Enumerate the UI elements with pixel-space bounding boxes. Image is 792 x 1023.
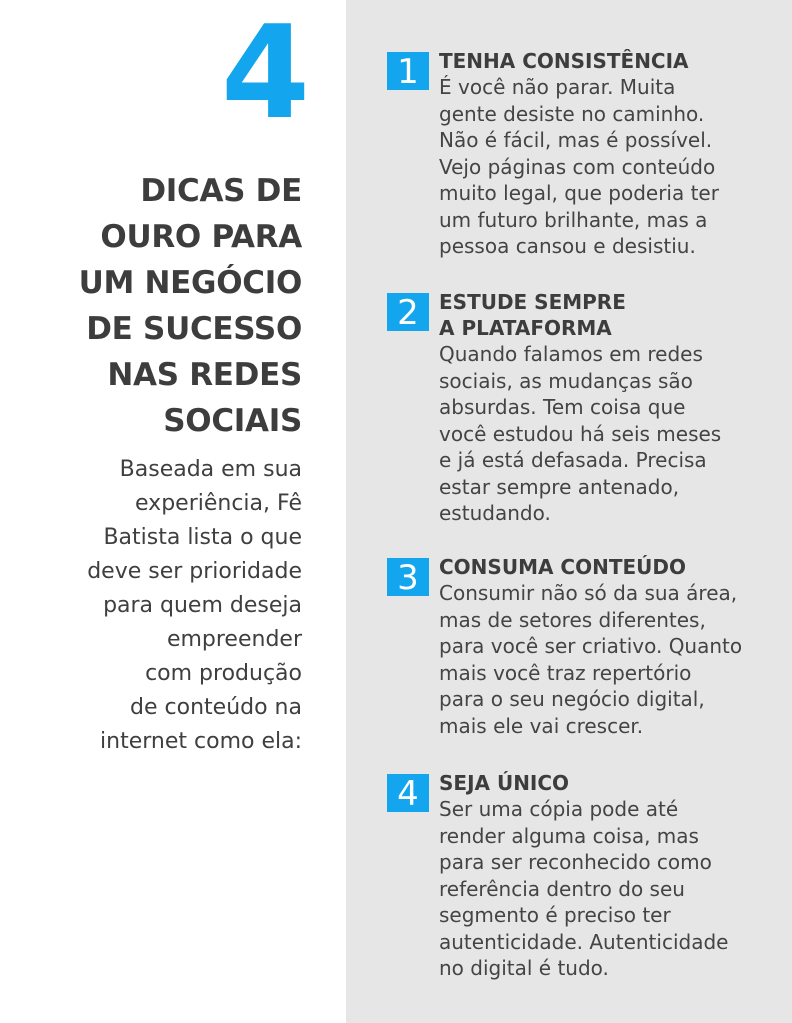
tip-body-line: muito legal, que poderia ter	[439, 181, 719, 205]
tip-title	[439, 289, 626, 341]
headline-line: OURO PARA	[100, 219, 302, 255]
tip-body-line: É você não parar. Muita	[439, 75, 676, 99]
tip-body-line: mais você traz repertório	[439, 660, 692, 685]
tip-title-line: SEJA ÚNICO	[439, 771, 570, 795]
tip-body-line: autenticidade. Autenticidade	[439, 929, 729, 954]
tip-title	[439, 770, 569, 796]
intro-panel	[0, 0, 346, 1023]
tip-body	[439, 580, 742, 739]
tip-body-line: você estudou há seis meses	[439, 421, 722, 446]
tip-body-line: pessoa cansou e desistiu.	[439, 234, 696, 258]
subtitle-line: com produção	[145, 661, 302, 686]
tip-body	[439, 74, 719, 260]
tip-body-line: Vejo páginas com conteúdo	[439, 154, 716, 179]
tip-body	[439, 341, 721, 527]
tip-number-badge: 2	[387, 293, 429, 331]
tip-body-line: para você ser criativo. Quanto	[439, 634, 743, 658]
tip-body-line: referência dentro do seu	[439, 876, 685, 901]
tip-body-line: Quando falamos em redes	[439, 342, 703, 366]
subtitle-line: deve ser prioridade	[87, 559, 302, 584]
tip-body-line: um futuro brilhante, mas a	[439, 207, 708, 232]
headline-line: SOCIAIS	[163, 403, 302, 439]
headline-line: UM NEGÓCIO	[78, 265, 302, 301]
subtitle-line: internet como ela:	[100, 729, 302, 754]
headline-line: NAS REDES	[107, 357, 302, 393]
tip-body	[439, 796, 728, 982]
big-number: 4	[220, 0, 308, 148]
tip-title-line: TENHA CONSISTÊNCIA	[439, 49, 689, 73]
tip-title	[439, 554, 686, 580]
subtitle-line: experiência, Fê	[135, 491, 302, 516]
subtitle	[2, 453, 302, 759]
subtitle-line: Baseada em sua	[119, 457, 302, 482]
tip-body-line: Não é fácil, mas é possível.	[439, 128, 713, 152]
tip-number-badge: 4	[387, 774, 429, 812]
tip-body-line: Consumir não só da sua área,	[439, 581, 738, 605]
subtitle-line: empreender	[166, 627, 302, 652]
tip-number-badge: 3	[387, 558, 429, 596]
tip-body-line: estar sempre antenado,	[439, 474, 680, 499]
tip-body-line: Ser uma cópia pode até	[439, 797, 679, 821]
tip-body-line: render alguma coisa, mas	[439, 823, 699, 848]
tip-body-line: no digital é tudo.	[439, 956, 609, 980]
tip-title	[439, 48, 689, 74]
subtitle-line: de conteúdo na	[130, 695, 302, 720]
tip-body-line: segmento é preciso ter	[439, 903, 671, 927]
headline	[2, 168, 302, 444]
tip-title-line: A PLATAFORMA	[439, 316, 612, 340]
tips-panel	[346, 0, 792, 1023]
tip-body-line: e já está defasada. Precisa	[439, 448, 707, 472]
tip-body-line: sociais, as mudanças são	[439, 368, 693, 393]
tip-body-line: para o seu negócio digital,	[439, 687, 705, 711]
tip-number-badge: 1	[387, 52, 429, 90]
subtitle-line: Batista lista o que	[103, 525, 302, 550]
tip-body-line: mas de setores diferentes,	[439, 607, 706, 632]
tip-body-line: para ser reconhecido como	[439, 850, 712, 874]
headline-line: DE SUCESSO	[86, 311, 302, 347]
headline-line: DICAS DE	[140, 173, 302, 209]
tip-body-line: absurdas. Tem coisa que	[439, 395, 686, 419]
subtitle-line: para quem deseja	[103, 593, 302, 618]
tip-body-line: mais ele vai crescer.	[439, 713, 644, 738]
tip-title-line: CONSUMA CONTEÚDO	[439, 555, 686, 579]
tip-body-line: estudando.	[439, 501, 551, 525]
tip-title-line: ESTUDE SEMPRE	[439, 290, 626, 314]
tip-body-line: gente desiste no caminho.	[439, 101, 705, 126]
